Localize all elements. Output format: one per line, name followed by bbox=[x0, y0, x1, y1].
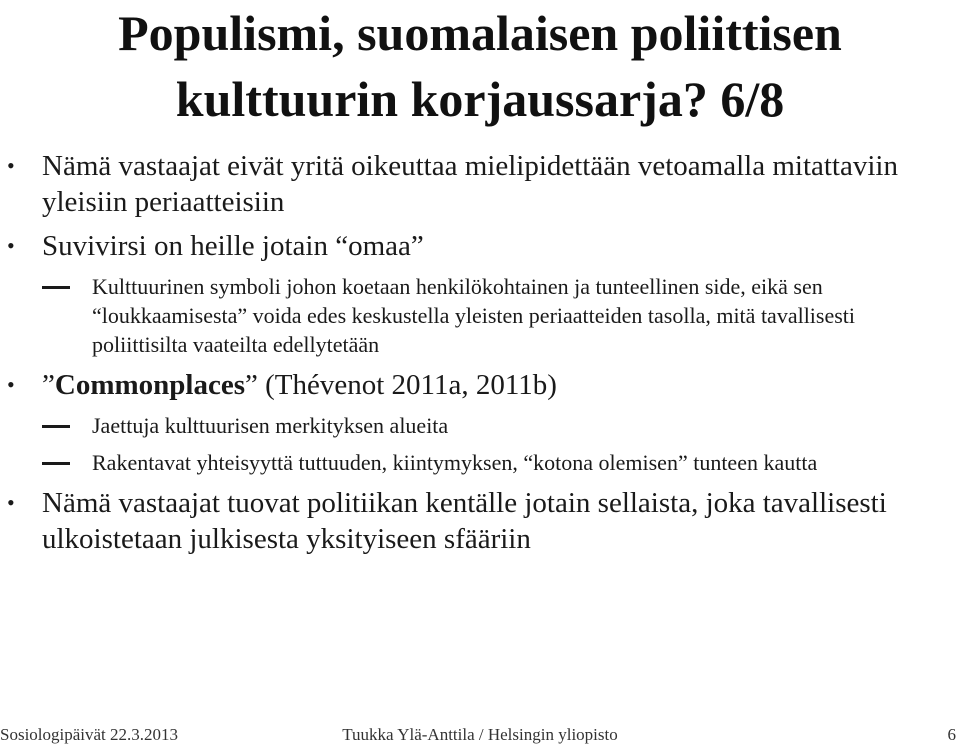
footer-event: Sosiologipäivät 22.3.2013 bbox=[0, 725, 179, 744]
bullet-dot-icon: • bbox=[7, 153, 15, 178]
footer-author: Tuukka Ylä-Anttila / Helsingin yliopisto bbox=[342, 725, 618, 744]
bullet-item bbox=[0, 148, 960, 220]
bullet-item bbox=[0, 367, 960, 403]
bullet-item bbox=[0, 485, 960, 557]
bullet-dot-icon: • bbox=[7, 490, 15, 515]
slide-footer bbox=[0, 724, 960, 745]
slide-title-line-1: Populismi, suomalaisen poliittisen bbox=[118, 5, 842, 61]
page-number: 6 bbox=[947, 725, 956, 744]
bullet-dot-icon: • bbox=[7, 233, 15, 258]
bullet-text: Nämä vastaajat eivät yritä oikeuttaa mielipidettään vetoamalla mitattaviin yleisiin periaatteisiin bbox=[42, 150, 898, 218]
dash-icon bbox=[42, 462, 70, 465]
sub-bullet-text: Kulttuurinen symboli johon koetaan henkilökohtainen ja tunteellinen side, eikä sen “loukkaamisesta” voida edes keskustella yleisten periaatteiden tasolla, mitä tavallisesti poliittisilta vaateilta edellytetään bbox=[92, 274, 856, 357]
bullet-text-suffix: ” (Thévenot 2011a, 2011b) bbox=[244, 369, 557, 401]
bullet-dot-icon: • bbox=[7, 372, 15, 397]
bullet-item bbox=[0, 228, 960, 264]
sub-bullet-item bbox=[0, 272, 960, 359]
slide-title-line-2: kulttuurin korjaussarja? 6/8 bbox=[175, 71, 785, 127]
sub-bullet-text: Jaettuja kulttuurisen merkityksen alueita bbox=[92, 413, 449, 438]
sub-bullet-text: Rakentavat yhteisyyttä tuttuuden, kiintymyksen, “kotona olemisen” tunteen kautta bbox=[92, 450, 818, 475]
bullet-text: Suvivirsi on heille jotain “omaa” bbox=[42, 230, 424, 262]
bullet-text-prefix: ” bbox=[42, 369, 55, 401]
bullet-text: Nämä vastaajat tuovat politiikan kentälle jotain sellaista, joka tavallisesti ulkoistetaan julkisesta yksityiseen sfääriin bbox=[42, 487, 887, 555]
sub-bullet-item bbox=[0, 448, 960, 477]
bullet-text-strong: Commonplaces bbox=[54, 369, 245, 401]
slide-title bbox=[0, 0, 960, 132]
dash-icon bbox=[42, 286, 70, 289]
slide-body bbox=[0, 148, 960, 565]
dash-icon bbox=[42, 425, 70, 428]
sub-bullet-item bbox=[0, 411, 960, 440]
